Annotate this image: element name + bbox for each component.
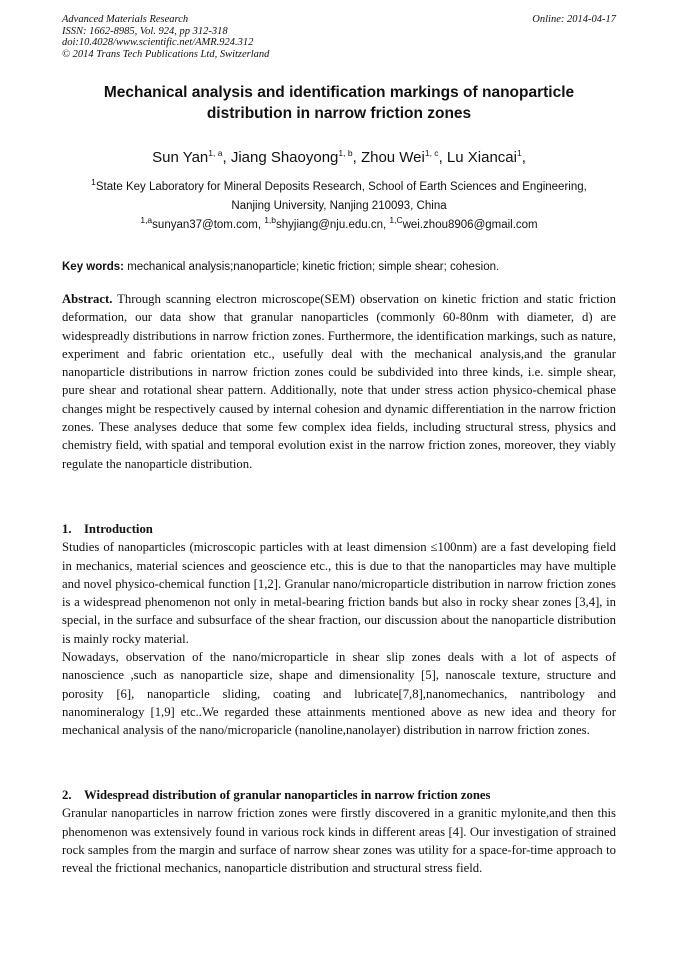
- email-entry: [389, 215, 538, 231]
- affiliation-mark: 1: [91, 177, 96, 188]
- journal-copyright: © 2014 Trans Tech Publications Ltd, Switzerland: [62, 48, 270, 60]
- journal-doi: doi:10.4028/www.scientific.net/AMR.924.312: [62, 37, 254, 48]
- author: [231, 149, 361, 166]
- email-address[interactable]: shyjiang@nju.edu.cn: [276, 219, 383, 231]
- author: [152, 149, 231, 166]
- email-mark: 1,C: [389, 215, 403, 226]
- affiliation-line-1: [62, 178, 616, 197]
- email-entry: [264, 215, 390, 231]
- keywords: [62, 259, 616, 275]
- email-separator: ,: [382, 219, 390, 231]
- journal-header: [62, 14, 616, 60]
- section-title: Widespread distribution of granular nanoparticles in narrow friction zones: [84, 788, 491, 802]
- author-separator: ,: [521, 149, 526, 166]
- paper-title: [62, 82, 616, 124]
- author: [447, 149, 526, 166]
- paragraph: Nowadays, observation of the nano/microparticle in shear slip zones deals with a lot of aspects of nanoscience ,such as nanoparticle size, shape and dimensionality [5], nanoscale texture, structure and porosity [6], nanoparticle sliding, coating and lubricate[7,8],nanomechanics, nantribology and nanomineralogy [1,9] etc..We regarded these attainments mentioned above as new idea and theory for mechanical analysis of the nano/microparicle (nanoline,nanolayer) distribution in narrow friction zones.: [62, 650, 616, 738]
- author-separator: ,: [352, 149, 361, 166]
- email-address[interactable]: sunyan37@tom.com: [152, 219, 258, 231]
- abstract-text: Through scanning electron microscope(SEM) observation on kinetic friction and static friction deformation, our data show that granular nanoparticles (commonly 60-80nm with diameter, d) are widespreadly distributions in narrow friction zones. Furthermore, the identification markings, such as nature, experiment and fabric orientation etc., usefully deal with the mechanical analysis,and the granular nanoparticle distributions in narrow friction zones could be subdivided into three kinds, i.e. simple shear, pure shear and rotational shear pattern. Additionally, note that under stress action physico-chemical phase changes might be respectively caused by internal cohesion and dynamic differentiation in the narrow friction zones. These analyses deduce that some few complex idea fields, including structural stress, physics and chemistry field, with spatial and temporal evolution exist in the narrow friction zones, moreover, they viably regulate the nanoparticle distribution.: [62, 292, 616, 471]
- title-line-1: Mechanical analysis and identification markings of nanoparticle: [103, 84, 575, 101]
- affiliation-text-1: State Key Laboratory for Mineral Deposits Research, School of Earth Sciences and Engineering,: [95, 181, 587, 193]
- section-introduction: [62, 520, 616, 740]
- section-heading: [62, 520, 616, 538]
- section-title: Introduction: [84, 522, 153, 536]
- author-list: [62, 148, 616, 168]
- author-affiliation-mark: 1: [516, 148, 522, 158]
- paragraph: Studies of nanoparticles (microscopic particles with at least dimension ≤100nm) are a fast developing field in mechanics, material sciences and geoscience etc., this is due to that the nanoparticles may have multiple and novel physico-chemical function [1,2]. Granular nano/microparticle distribution in narrow friction zones is a widespread phenomenon not only in metal-bearing friction bands but also in rocky shear zones [3,4], in special, in the surface and subsurface of the shear fraction, our discussion about the nanoparticle distribution is mainly rocky material.: [62, 540, 616, 646]
- online-date: Online: 2014-04-17: [532, 14, 616, 25]
- email-entry: [140, 215, 265, 231]
- keywords-label: Key words:: [62, 261, 124, 273]
- title-line-2: distribution in narrow friction zones: [206, 105, 472, 122]
- paragraph: Granular nanoparticles in narrow friction zones were firstly discovered in a granitic mylonite,and then this phenomenon was extensively found in various rock kinds in different areas [4]. Our investigation of strained rock samples from the margin and surface of narrow shear zones was utility for a space-for-time approach to reveal the frictional mechanics, nanoparticle distribution and structural stress field.: [62, 806, 616, 876]
- author-separator: ,: [222, 149, 231, 166]
- author-name: Sun Yan: [152, 149, 209, 166]
- section-number: 1.: [62, 522, 72, 536]
- author-affiliation-mark: 1, c: [424, 148, 439, 158]
- journal-name: Advanced Materials Research: [62, 14, 189, 25]
- keywords-text: mechanical analysis;nanoparticle; kinetic friction; simple shear; cohesion.: [124, 261, 500, 273]
- author-separator: ,: [438, 149, 447, 166]
- affiliation: [62, 178, 616, 216]
- affiliation-line-2: Nanjing University, Nanjing 210093, China: [231, 200, 447, 212]
- email-address[interactable]: wei.zhou8906@gmail.com: [402, 219, 538, 231]
- email-list: [62, 216, 616, 234]
- journal-issn: ISSN: 1662-8985, Vol. 924, pp 312-318: [62, 25, 228, 37]
- abstract: [62, 290, 616, 473]
- email-mark: 1,b: [264, 215, 277, 226]
- section-number: 2.: [62, 788, 72, 802]
- author: [361, 149, 447, 166]
- section-heading: [62, 786, 616, 804]
- author-affiliation-mark: 1, b: [338, 148, 353, 158]
- section-widespread-distribution: [62, 786, 616, 877]
- author-affiliation-mark: 1, a: [208, 148, 223, 158]
- author-name: Jiang Shaoyong: [230, 149, 339, 166]
- author-name: Zhou Wei: [360, 149, 425, 166]
- abstract-label: Abstract.: [62, 292, 113, 306]
- author-name: Lu Xiancai: [446, 149, 517, 166]
- email-mark: 1,a: [140, 215, 153, 226]
- email-separator: ,: [257, 219, 265, 231]
